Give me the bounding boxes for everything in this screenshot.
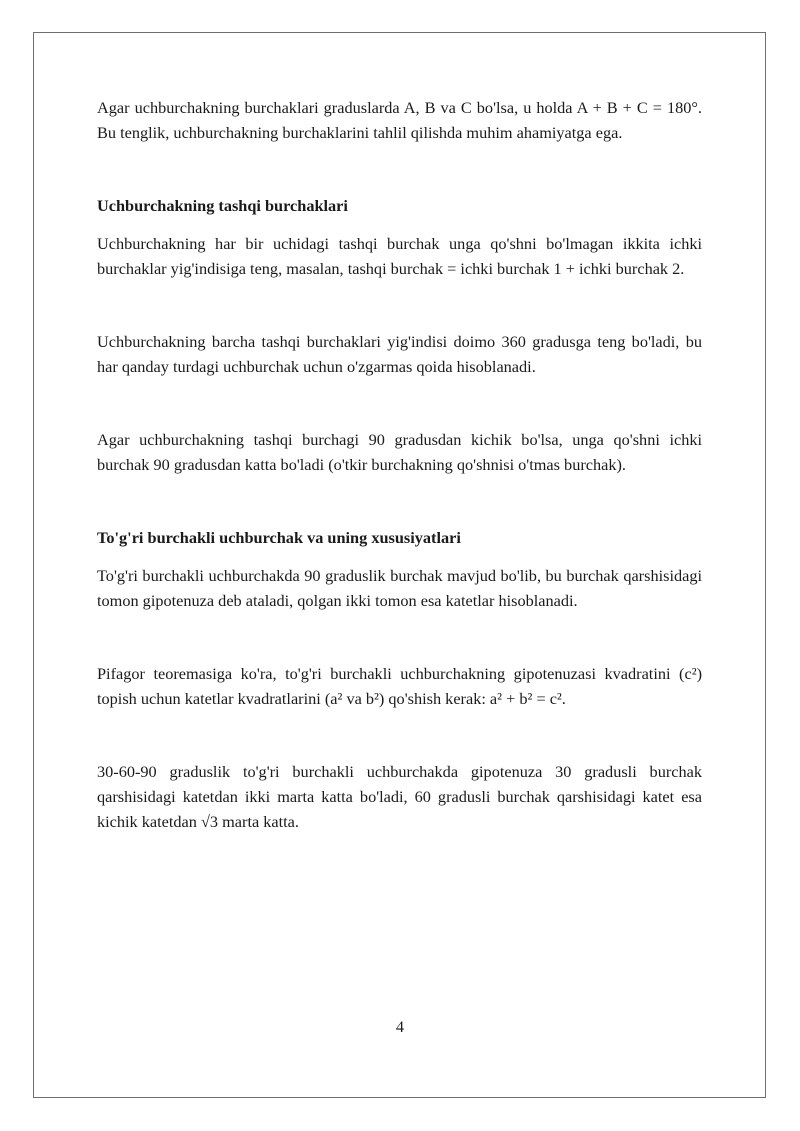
heading-exterior-angles: Uchburchakning tashqi burchaklari bbox=[97, 196, 348, 215]
page-number: 4 bbox=[395, 1017, 405, 1036]
heading-right-triangle: To'g'ri burchakli uchburchak va uning xususiyatlari bbox=[97, 528, 461, 547]
paragraph-angle-sum: Agar uchburchakning burchaklari graduslarda A, B va C bo'lsa, u holda A + B + C = 180°. Bu tenglik, uchburchakning burchaklarini tahlil qilishda muhim ahamiyatga ega. bbox=[97, 98, 702, 142]
paragraph-exterior-angle-sum: Uchburchakning barcha tashqi burchaklari yig'indisi doimo 360 gradusga teng bo'ladi, bu har qanday turdagi uchburchak uchun o'zgarmas qoida hisoblanadi. bbox=[97, 332, 702, 376]
paragraph-pythagoras: Pifagor teoremasiga ko'ra, to'g'ri burchakli uchburchakning gipotenuzasi kvadratini (c²) topish uchun katetlar kvadratlarini (a² va b²) qo'shish kerak: a² + b² = c². bbox=[97, 664, 702, 708]
paragraph-30-60-90: 30-60-90 graduslik to'g'ri burchakli uchburchakda gipotenuza 30 gradusli burchak qarshisidagi katetdan ikki marta katta bo'ladi, 60 gradusli burchak qarshisidagi katet esa kichik katetdan √3 marta katta. bbox=[97, 762, 702, 831]
paragraph-exterior-angle-definition: Uchburchakning har bir uchidagi tashqi burchak unga qo'shni bo'lmagan ikkita ichki burchaklar yig'indisiga teng, masalan, tashqi burchak = ichki burchak 1 + ichki burchak 2. bbox=[97, 234, 702, 278]
document-body bbox=[97, 95, 702, 834]
paragraph-hypotenuse: To'g'ri burchakli uchburchakda 90 graduslik burchak mavjud bo'lib, bu burchak qarshisidagi tomon gipotenuza deb ataladi, qolgan ikki tomon esa katetlar hisoblanadi. bbox=[97, 566, 702, 610]
paragraph-exterior-angle-acute: Agar uchburchakning tashqi burchagi 90 gradusdan kichik bo'lsa, unga qo'shni ichki burchak 90 gradusdan katta bo'ladi (o'tkir burchakning qo'shnisi o'tmas burchak). bbox=[97, 430, 702, 474]
